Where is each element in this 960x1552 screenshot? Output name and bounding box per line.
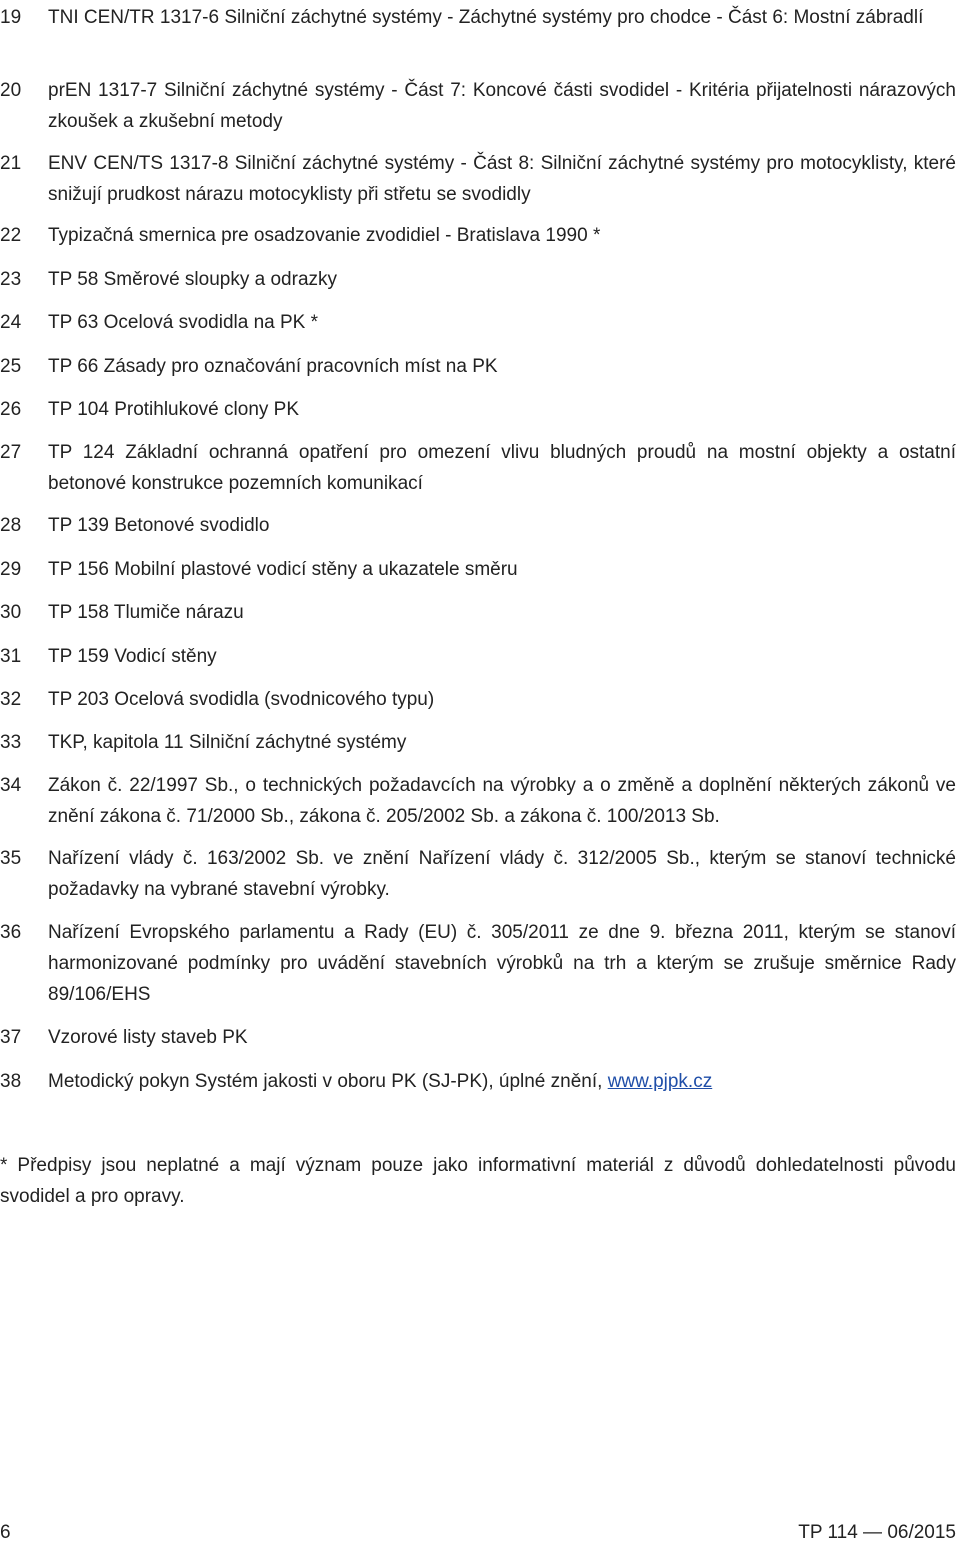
reference-number: 23 bbox=[0, 269, 22, 290]
reference-text bbox=[48, 351, 956, 382]
reference-text bbox=[48, 727, 956, 758]
reference-number: 19 bbox=[0, 7, 22, 28]
page-footer bbox=[0, 1522, 960, 1552]
reference-number: 35 bbox=[0, 848, 22, 869]
reference-text-content: Metodický pokyn Systém jakosti v oboru PK (SJ-PK), úplné znění, bbox=[48, 1071, 608, 1092]
reference-number: 32 bbox=[0, 689, 22, 710]
reference-text bbox=[48, 148, 956, 210]
reference-number: 24 bbox=[0, 312, 22, 333]
reference-text-content: TP 203 Ocelová svodidla (svodnicového typu) bbox=[48, 689, 435, 710]
reference-text bbox=[48, 770, 956, 832]
reference-text bbox=[48, 2, 956, 33]
reference-text-content: Nařízení vlády č. 163/2002 Sb. ve znění Nařízení vlády č. 312/2005 Sb., kterým se stanoví technické požadavky na vybrané stavební výrobky. bbox=[48, 848, 956, 900]
reference-text-content: TP 159 Vodicí stěny bbox=[48, 646, 217, 667]
reference-number: 25 bbox=[0, 356, 22, 377]
reference-text-content: Nařízení Evropského parlamentu a Rady (EU) č. 305/2011 ze dne 9. března 2011, kterým se stanoví harmonizované podmínky pro uvádění stavebních výrobků na trh a kterým se zrušuje směrnice Rady 89/106/EHS bbox=[48, 922, 956, 1005]
reference-number: 22 bbox=[0, 225, 22, 246]
page-number: 6 bbox=[0, 1522, 11, 1543]
reference-text bbox=[48, 264, 956, 295]
reference-text-content: TP 66 Zásady pro označování pracovních míst na PK bbox=[48, 356, 498, 377]
reference-text bbox=[48, 641, 956, 672]
reference-text-content: TP 139 Betonové svodidlo bbox=[48, 515, 270, 536]
reference-number: 36 bbox=[0, 922, 22, 943]
reference-text bbox=[48, 684, 956, 715]
reference-text bbox=[48, 307, 956, 338]
reference-number: 31 bbox=[0, 646, 22, 667]
reference-number: 37 bbox=[0, 1027, 22, 1048]
reference-text bbox=[48, 597, 956, 628]
reference-number: 33 bbox=[0, 732, 22, 753]
reference-text bbox=[48, 1066, 956, 1097]
reference-text-content: ENV CEN/TS 1317-8 Silniční záchytné systémy - Část 8: Silniční záchytné systémy pro motocyklisty, které snižují prudkost nárazu motocyklisty při střetu se svodidly bbox=[48, 153, 956, 205]
reference-text bbox=[48, 554, 956, 585]
reference-text-content: TP 124 Základní ochranná opatření pro omezení vlivu bludných proudů na mostní objekty a ostatní betonové konstrukce pozemních komunikací bbox=[48, 442, 956, 494]
reference-number: 21 bbox=[0, 153, 22, 174]
reference-number: 30 bbox=[0, 602, 22, 623]
document-reference: TP 114 — 06/2015 bbox=[798, 1522, 956, 1543]
reference-text bbox=[48, 437, 956, 499]
website-link[interactable]: www.pjpk.cz bbox=[607, 1071, 713, 1092]
reference-number: 27 bbox=[0, 442, 22, 463]
reference-text-content: TP 63 Ocelová svodidla na PK * bbox=[48, 312, 319, 333]
reference-text bbox=[48, 1022, 956, 1053]
reference-text-content: TNI CEN/TR 1317-6 Silniční záchytné systémy - Záchytné systémy pro chodce - Část 6: Mostní zábradlí bbox=[48, 7, 924, 28]
reference-number: 20 bbox=[0, 80, 22, 101]
reference-text bbox=[48, 917, 956, 1010]
reference-text bbox=[48, 843, 956, 905]
reference-text-content: TP 158 Tlumiče nárazu bbox=[48, 602, 244, 623]
reference-number: 28 bbox=[0, 515, 22, 536]
reference-text-content: TP 156 Mobilní plastové vodicí stěny a ukazatele směru bbox=[48, 559, 518, 580]
footnote: * Předpisy jsou neplatné a mají význam pouze jako informativní materiál z důvodů dohledatelnosti původu svodidel a pro opravy. bbox=[0, 1155, 956, 1207]
reference-text bbox=[48, 220, 956, 251]
reference-number: 29 bbox=[0, 559, 22, 580]
reference-text-content: TP 58 Směrové sloupky a odrazky bbox=[48, 269, 338, 290]
reference-text-content: TP 104 Protihlukové clony PK bbox=[48, 399, 300, 420]
reference-text bbox=[48, 394, 956, 425]
reference-text-content: TKP, kapitola 11 Silniční záchytné systémy bbox=[48, 732, 407, 753]
reference-text-content: Typizačná smernica pre osadzovanie zvodidiel - Bratislava 1990 * bbox=[48, 225, 601, 246]
reference-number: 26 bbox=[0, 399, 22, 420]
reference-number: 38 bbox=[0, 1071, 22, 1092]
reference-text-content: prEN 1317-7 Silniční záchytné systémy - Část 7: Koncové části svodidel - Kritéria přijatelnosti nárazových zkoušek a zkušební metody bbox=[48, 80, 956, 132]
reference-text bbox=[48, 510, 956, 541]
reference-text-content: Zákon č. 22/1997 Sb., o technických požadavcích na výrobky a o změně a doplnění některých zákonů ve znění zákona č. 71/2000 Sb., zákona č. 205/2002 Sb. a zákona č. 100/2013 Sb. bbox=[48, 775, 956, 827]
reference-number: 34 bbox=[0, 775, 22, 796]
reference-text-content: Vzorové listy staveb PK bbox=[48, 1027, 248, 1048]
reference-text bbox=[48, 75, 956, 137]
